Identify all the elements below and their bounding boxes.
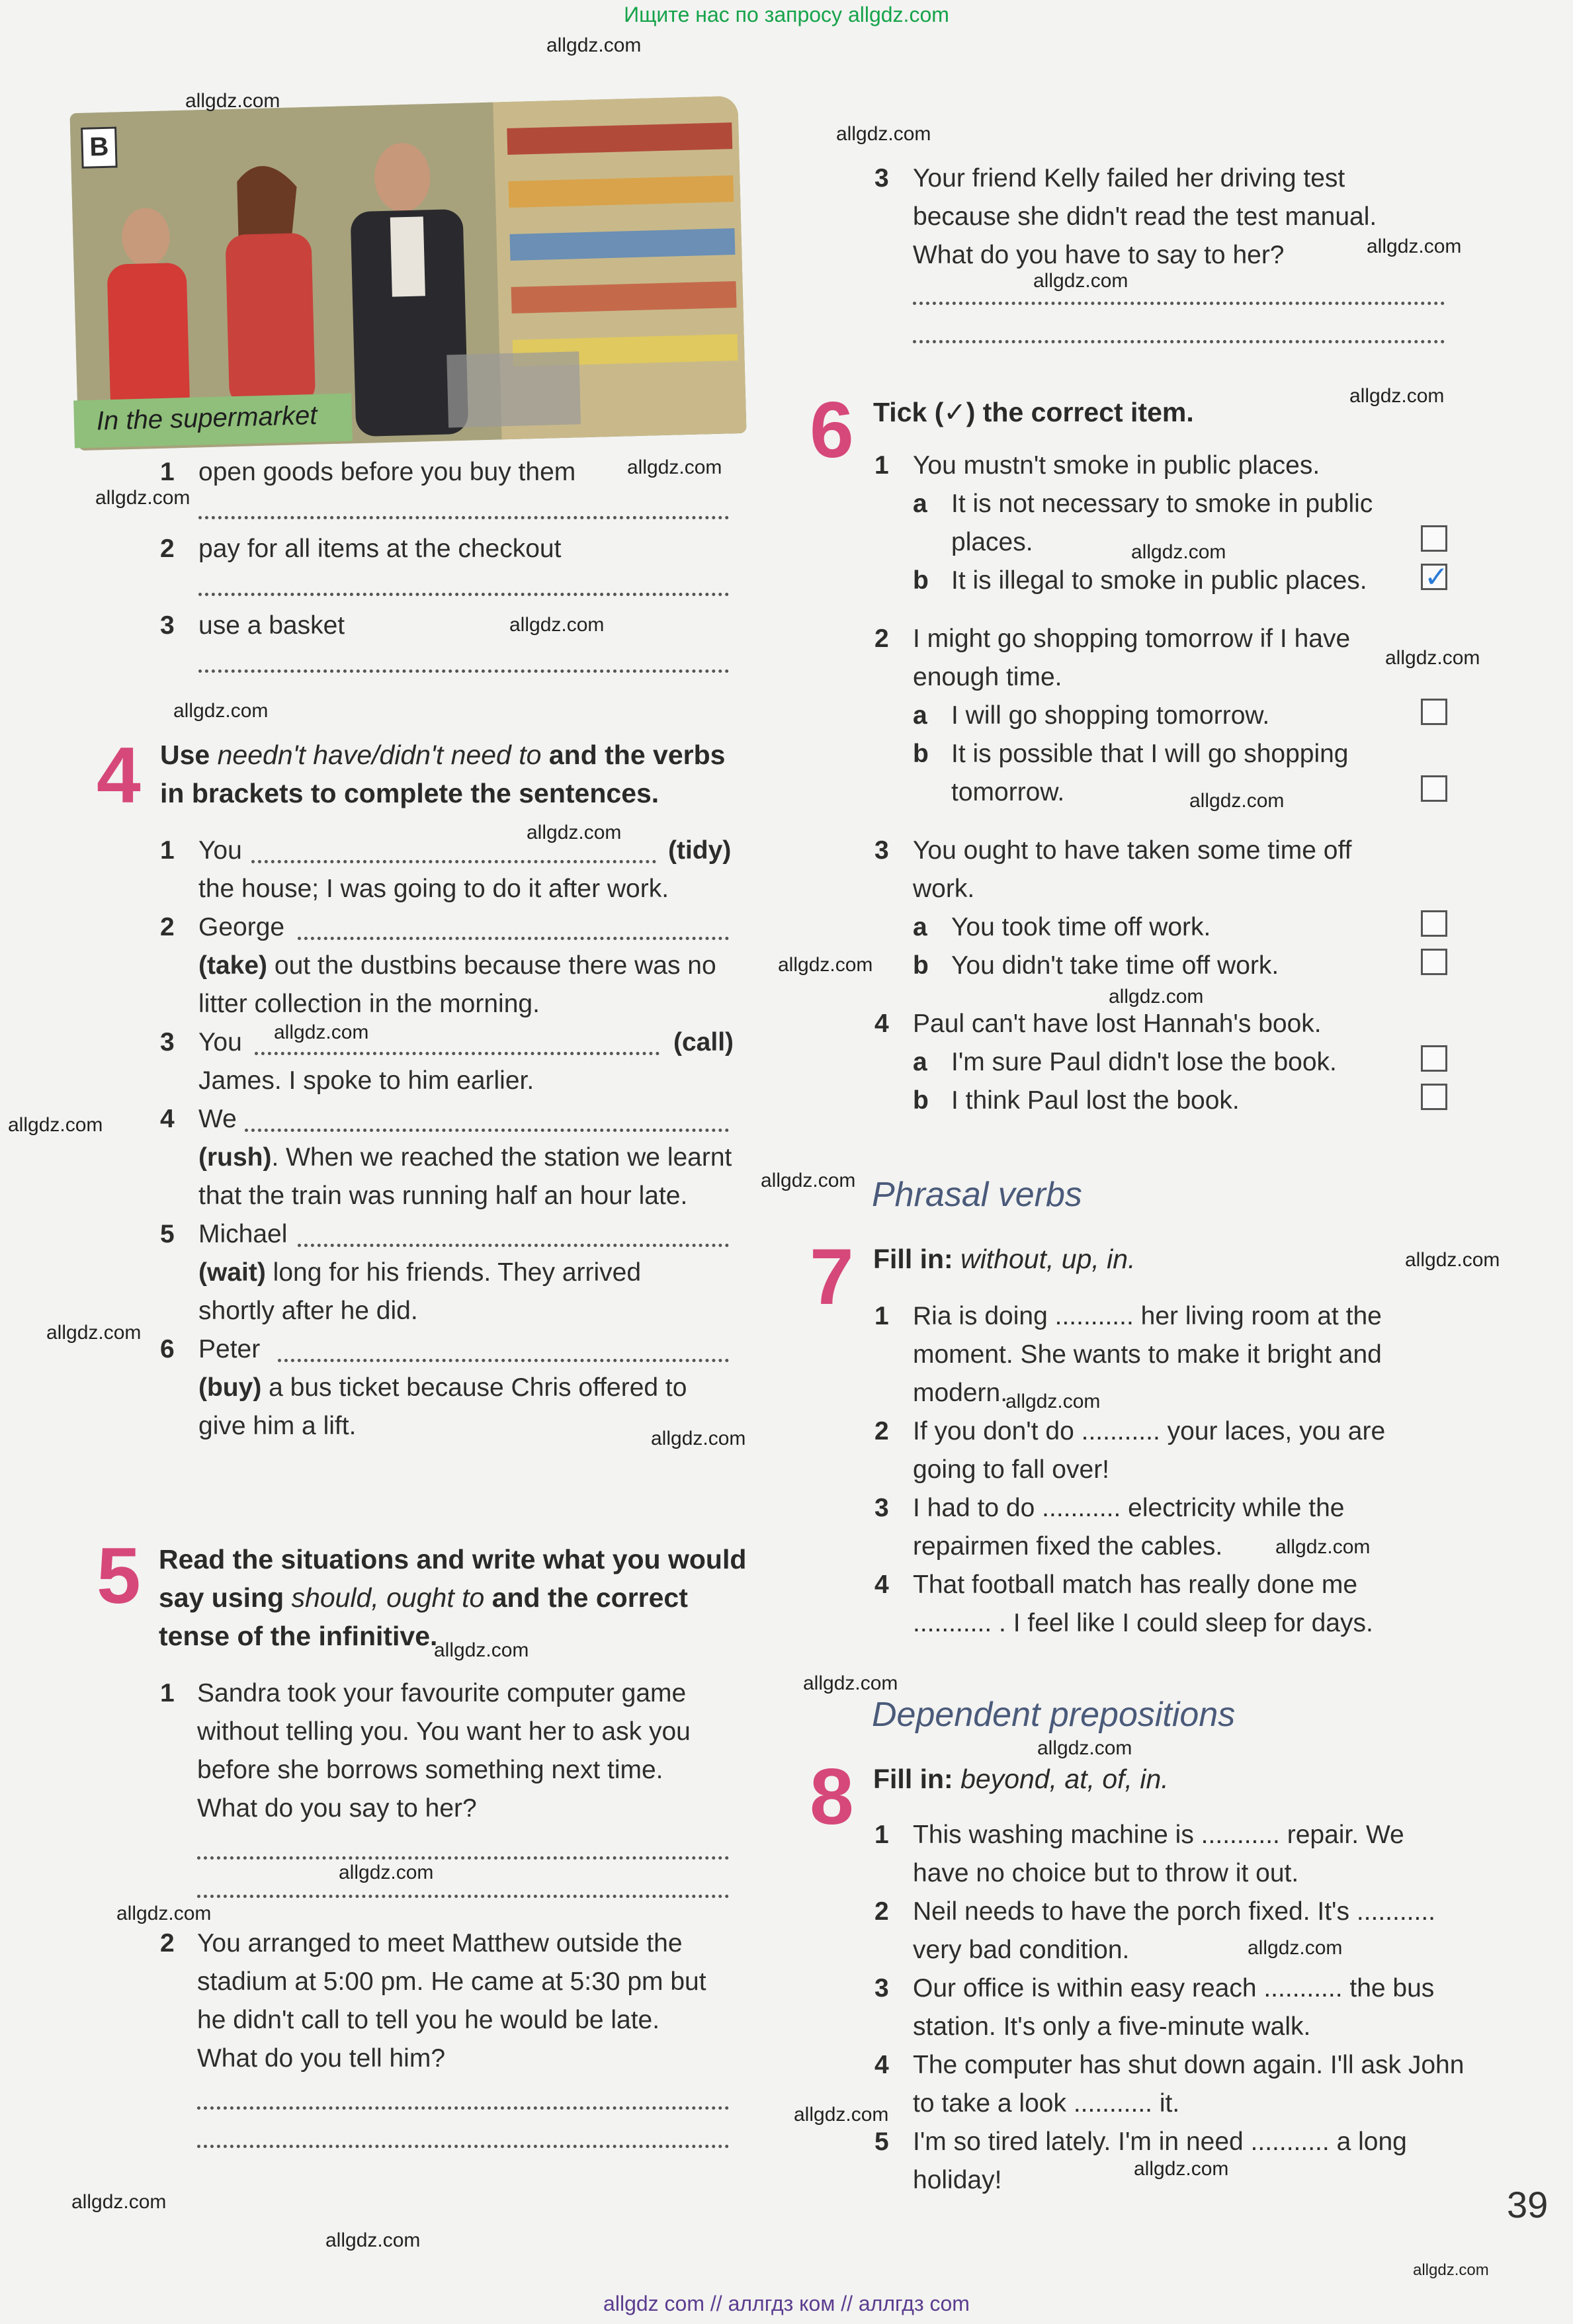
exercise-instruction: Tick (✓) the correct item. [873,397,1194,427]
answer-line[interactable] [197,1856,729,1860]
watermark: allgdz.com [1367,236,1462,257]
item-text: You arranged to meet Matthew outside the [197,1929,683,1958]
exercise-instruction: tense of the infinitive. [159,1621,438,1651]
item-text: repairmen fixed the cables. [913,1532,1223,1561]
watermark: allgdz.com [761,1170,856,1191]
answer-line[interactable] [197,1895,729,1898]
item-text: he didn't call to tell you he would be late. [197,2006,660,2034]
verb-in-brackets: (call) [673,1028,734,1056]
item-number: 1 [874,1302,889,1330]
item-text: You mustn't smoke in public places. [913,451,1320,480]
answer-line[interactable] [245,1129,729,1132]
item-number: 2 [160,913,175,941]
watermark: allgdz.com [46,1322,142,1344]
watermark: allgdz.com [546,34,642,56]
item-text: going to fall over! [913,1455,1110,1484]
checkbox[interactable] [1421,949,1447,975]
watermark: allgdz.com [325,2229,421,2251]
instr-part: Fill in: [873,1764,961,1794]
checkbox[interactable] [1421,775,1447,802]
option-text: You took time off work. [951,913,1211,941]
watermark: allgdz.com [794,2104,889,2126]
item-text: because she didn't read the test manual. [913,202,1377,231]
item-number: 4 [874,1571,889,1599]
watermark: allgdz.com [1248,1937,1343,1959]
item-text: I had to do ........... electricity while the [913,1494,1345,1522]
item-text: Neil needs to have the porch fixed. It's ........... [913,1897,1436,1926]
item-text: litter collection in the morning. [198,990,540,1018]
watermark: allgdz.com [803,1672,898,1694]
watermark: allgdz.com [836,123,931,145]
item-number: 1 [160,458,175,486]
item-number: 1 [874,451,889,480]
exercise-number: 5 [97,1531,141,1620]
item-number: 3 [160,1028,175,1056]
item-text: that the train was running half an hour late. [198,1182,688,1210]
instr-part: beyond, at, of, in. [960,1764,1169,1794]
watermark: allgdz.com [627,456,722,478]
instr-part: and the correct [484,1582,688,1613]
watermark: allgdz.com [1037,1737,1132,1759]
item-number: 2 [874,624,889,653]
item-number: 4 [874,2051,889,2079]
verb-in-brackets: (tidy) [668,836,732,865]
watermark: allgdz.com [1109,986,1204,1008]
item-number: 2 [160,535,175,563]
item-number: 1 [160,1679,175,1707]
item-text: I might go shopping tomorrow if I have [913,624,1351,653]
item-text: before she borrows something next time. [197,1756,663,1784]
photo-badge: B [81,126,118,168]
answer-line[interactable] [913,340,1445,343]
item-text: Paul can't have lost Hannah's book. [913,1010,1322,1038]
instr-part: needn't have/didn't need to [217,740,542,770]
item-text: use a basket [198,611,345,640]
item-text: moment. She wants to make it bright and [913,1340,1382,1369]
item-text: What do you tell him? [197,2044,446,2073]
watermark: allgdz.com [1275,1536,1371,1558]
option-text: It is possible that I will go shopping [951,740,1349,768]
watermark: allgdz.com [1033,270,1128,292]
watermark: allgdz.com [1413,2261,1489,2279]
item-text: long for his friends. They arrived [265,1258,642,1287]
option-text: I think Paul lost the book. [951,1086,1240,1115]
item-text: shortly after he did. [198,1297,418,1325]
item-text: George [198,913,285,941]
item-text: to take a look ........... it. [913,2089,1180,2118]
answer-line[interactable] [198,669,729,673]
item-text: work. [913,875,975,903]
item-number: 3 [874,164,889,193]
watermark: allgdz.com [185,90,280,112]
checkbox[interactable] [1421,525,1447,552]
watermark: allgdz.com [651,1428,746,1449]
checkbox[interactable] [1421,910,1447,937]
item-text: give him a lift. [198,1412,357,1440]
item-text: enough time. [913,663,1062,691]
watermark: allgdz.com [95,487,191,509]
item-number: 1 [874,1821,889,1849]
item-text: You [198,836,242,865]
verb-in-brackets: (rush) [198,1143,272,1172]
watermark: allgdz.com [1134,2158,1229,2180]
watermark: allgdz.com [8,1114,103,1136]
answer-line[interactable] [913,302,1445,305]
checkbox-checked[interactable] [1421,561,1449,593]
item-text: James. I spoke to him earlier. [198,1066,534,1095]
verb-in-brackets: (buy) [198,1373,262,1402]
item-number: 5 [874,2128,889,2156]
exercise-number: 4 [97,731,141,820]
item-text: ........... . I feel like I could sleep for days. [913,1609,1373,1637]
instr-part: and the verbs [541,740,726,770]
watermark: allgdz.com [778,954,873,976]
item-text: Our office is within easy reach ........... the bus [913,1974,1435,2002]
verb-in-brackets: (wait) [198,1258,266,1287]
page-number: 39 [1507,2184,1549,2225]
watermark: allgdz.com [173,700,269,722]
item-number: 6 [160,1335,175,1363]
item-number: 2 [160,1929,175,1958]
instr-part: should, ought to [291,1582,485,1613]
option-text: You didn't take time off work. [951,951,1279,980]
answer-line[interactable] [298,1244,729,1247]
watermark: allgdz.com [1005,1391,1101,1412]
answer-line[interactable] [197,2145,729,2148]
item-text [198,1258,641,1287]
item-text: station. It's only a five-minute walk. [913,2012,1311,2041]
item-number: 3 [874,1494,889,1522]
exercise-instruction: in brackets to complete the sentences. [160,778,659,808]
item-text: have no choice but to throw it out. [913,1859,1299,1887]
item-number: 4 [874,1010,889,1038]
item-number: 3 [160,611,175,640]
exercise-instruction [159,1578,688,1617]
checkbox[interactable] [1421,1084,1447,1110]
item-text: You [198,1028,242,1056]
option-text: tomorrow. [951,778,1065,806]
option-text: places. [951,528,1033,556]
item-text: If you don't do ........... your laces, you are [913,1417,1386,1445]
item-number: 2 [874,1417,889,1445]
option-text: I'm sure Paul didn't lose the book. [951,1048,1337,1076]
item-text [198,1143,732,1172]
item-text [198,1373,687,1402]
verb-in-brackets: (take) [198,951,268,980]
watermark: allgdz.com [1349,385,1445,407]
exercise-instruction: Read the situations and write what you would [159,1544,747,1574]
answer-line[interactable] [255,1052,659,1055]
item-text: The computer has shut down again. I'll ask John [913,2051,1465,2079]
bottom-banner: allgdz com // аллгдз ком // аллгдз com [603,2292,970,2315]
item-text: open goods before you buy them [198,458,576,486]
exercise-instruction [873,1760,1169,1798]
watermark: allgdz.com [274,1021,369,1043]
watermark: allgdz.com [509,614,605,636]
item-text: Michael [198,1220,288,1248]
instr-part: say using [159,1582,292,1613]
watermark: allgdz.com [1189,790,1285,812]
exercise-number: 7 [810,1232,854,1321]
item-number: 4 [160,1105,175,1133]
item-text: the house; I was going to do it after work. [198,875,669,903]
watermark: allgdz.com [339,1862,434,1883]
item-text: This washing machine is ........... repair. We [913,1821,1404,1849]
instr-part: without, up, in. [960,1244,1136,1274]
item-number: 2 [874,1897,889,1926]
watermark: allgdz.com [1405,1249,1500,1271]
item-text: very bad condition. [913,1936,1130,1964]
checkbox[interactable] [1421,1045,1447,1072]
answer-line[interactable] [298,937,729,940]
answer-line[interactable] [197,2106,729,2110]
option-text: It is not necessary to smoke in public [951,490,1373,518]
item-text: . When we reached the station we learnt [271,1143,732,1172]
option-text: It is illegal to smoke in public places. [951,566,1367,595]
item-text: Ria is doing ........... her living room at the [913,1302,1382,1330]
answer-line[interactable] [198,593,729,596]
watermark: allgdz.com [527,822,622,843]
item-number: 3 [874,836,889,865]
watermark: allgdz.com [116,1903,212,1924]
item-text: We [198,1105,237,1133]
top-banner: Ищите нас по запросу allgdz.com [624,3,949,26]
item-text: modern. [913,1379,1008,1407]
item-number: 5 [160,1220,175,1248]
item-text: pay for all items at the checkout [198,535,562,563]
item-text: Sandra took your favourite computer game [197,1679,687,1707]
item-text: I'm so tired lately. I'm in need ........... a long [913,2128,1407,2156]
item-text: without telling you. You want her to ask you [197,1717,691,1746]
exercise-instruction [873,1240,1135,1278]
item-text: What do you say to her? [197,1794,477,1823]
instr-part: Fill in: [873,1244,961,1274]
item-text [198,951,716,980]
checkbox[interactable] [1421,699,1447,725]
exercise-number: 6 [810,386,854,474]
section-title: Dependent prepositions [872,1696,1236,1734]
item-text: stadium at 5:00 pm. He came at 5:30 pm but [197,1967,706,1996]
item-text: out the dustbins because there was no [267,951,716,980]
item-text: That football match has really done me [913,1571,1358,1599]
item-text: You ought to have taken some time off [913,836,1352,865]
item-text: Your friend Kelly failed her driving test [913,164,1345,193]
watermark: allgdz.com [1385,647,1480,669]
answer-line[interactable] [198,516,729,519]
option-text: I will go shopping tomorrow. [951,701,1270,730]
watermark: allgdz.com [1131,541,1226,563]
watermark: allgdz.com [71,2191,167,2213]
item-number: 1 [160,836,175,865]
exercise-number: 8 [810,1752,854,1841]
photo-caption: In the supermarket [73,394,353,449]
answer-line[interactable] [278,1359,729,1362]
item-text: What do you have to say to her? [913,241,1285,269]
section-title: Phrasal verbs [872,1176,1082,1214]
instr-part: Use [160,740,218,770]
tick-mark: ✓ [1424,561,1449,593]
exercise-instruction [160,736,725,774]
answer-line[interactable] [251,860,656,863]
item-text: holiday! [913,2166,1002,2194]
item-text: a bus ticket because Chris offered to [261,1373,687,1402]
watermark: allgdz.com [434,1639,529,1661]
item-number: 3 [874,1974,889,2002]
item-text: Peter [198,1335,261,1363]
